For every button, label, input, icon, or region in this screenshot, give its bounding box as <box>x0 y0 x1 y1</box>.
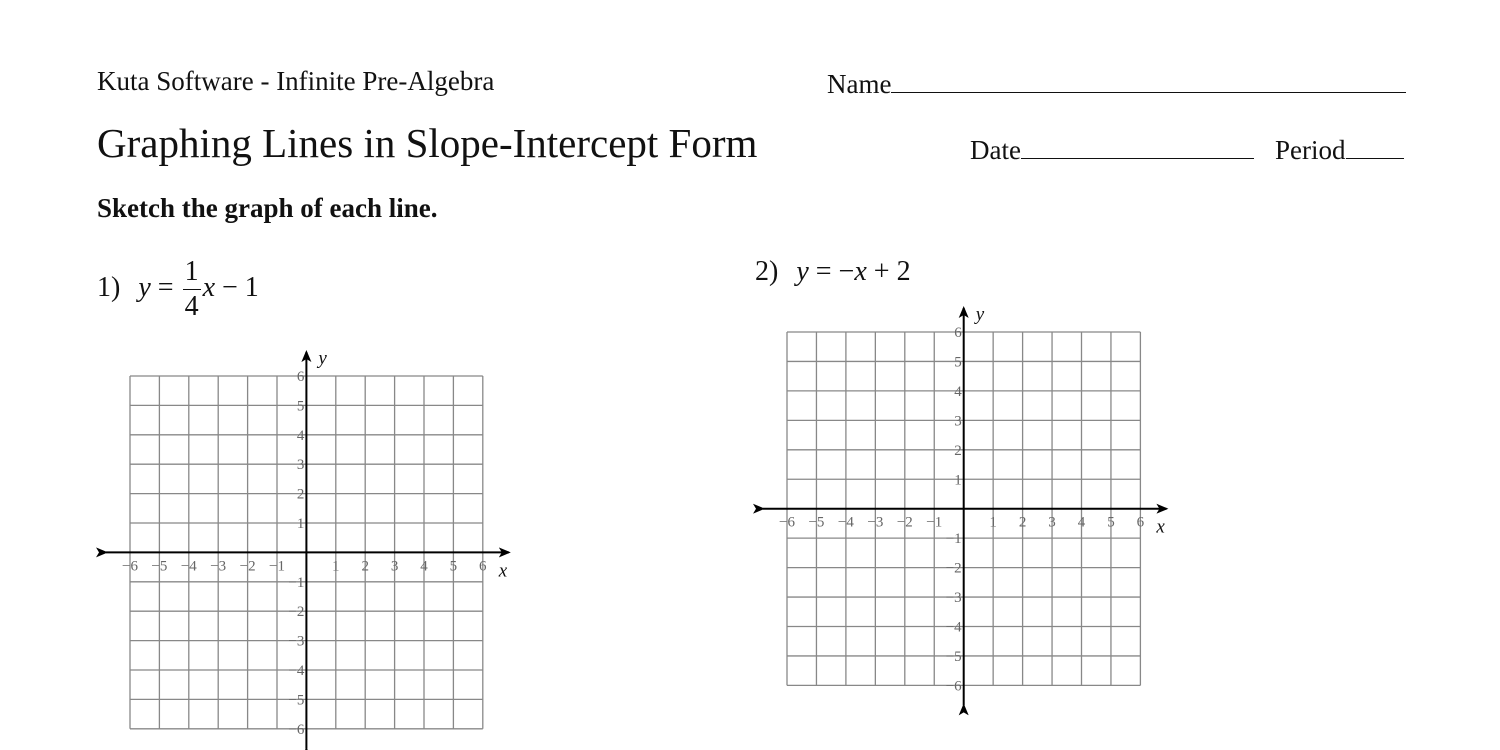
worksheet-title: Graphing Lines in Slope-Intercept Form <box>97 120 758 166</box>
x-tick-label: −1 <box>926 514 943 531</box>
coordinate-grid-2[interactable] <box>763 304 1166 705</box>
date-label: Date <box>970 135 1021 165</box>
y-tick-label: −4 <box>945 619 962 636</box>
x-tick-label: −5 <box>808 514 825 531</box>
fraction-numerator: 1 <box>183 258 201 290</box>
x-tick-label: 4 <box>1077 514 1086 531</box>
y-tick-label: −2 <box>288 604 305 621</box>
y-tick-label: −6 <box>945 678 962 695</box>
x-tick-label: −2 <box>896 514 913 531</box>
y-tick-label: −5 <box>945 648 962 665</box>
equation-lhs: y <box>138 271 151 303</box>
equation-lhs: y <box>796 256 809 287</box>
period-label: Period <box>1275 135 1346 165</box>
equation-equals: = − <box>808 256 855 287</box>
y-tick-label: −4 <box>288 663 305 679</box>
problem-number: 1) <box>97 271 121 303</box>
x-axis-label: x <box>1156 516 1165 538</box>
y-tick-label: −6 <box>288 721 305 738</box>
x-tick-label: 4 <box>420 558 428 575</box>
x-tick-label: 2 <box>361 558 369 575</box>
x-tick-label: 1 <box>332 558 340 575</box>
x-tick-label: −5 <box>151 558 168 575</box>
x-tick-label: 6 <box>1136 514 1145 531</box>
name-label: Name <box>827 69 892 99</box>
y-tick-label: 4 <box>954 383 962 400</box>
y-tick-label: −1 <box>945 531 962 548</box>
x-tick-label: 3 <box>390 558 399 575</box>
x-tick-label: 5 <box>1107 514 1115 531</box>
x-tick-label: −2 <box>239 558 256 575</box>
equation-var: x <box>854 256 867 287</box>
y-tick-label: −3 <box>288 633 305 650</box>
y-tick-label: 5 <box>954 354 962 371</box>
x-tick-label: −4 <box>837 514 854 531</box>
problem-number: 2) <box>755 256 779 287</box>
equation-equals: = <box>150 271 181 303</box>
y-tick-label: 1 <box>954 472 962 489</box>
equation-rest: + 2 <box>866 256 911 287</box>
y-tick-label: −1 <box>288 574 305 591</box>
x-axis-label: x <box>498 560 508 582</box>
instructions: Sketch the graph of each line. <box>97 193 438 223</box>
publisher-header: Kuta Software - Infinite Pre-Algebra <box>97 66 495 96</box>
x-tick-label: −3 <box>210 558 227 575</box>
coordinate-grid-1[interactable] <box>106 348 509 749</box>
y-tick-label: 2 <box>954 442 962 459</box>
fraction-denominator: 4 <box>184 291 199 322</box>
x-tick-label: 3 <box>1048 514 1056 531</box>
x-tick-label: 1 <box>989 514 997 531</box>
y-tick-label: 4 <box>296 427 305 444</box>
y-tick-label: 6 <box>296 369 305 385</box>
y-axis-label: y <box>318 348 327 369</box>
x-tick-label: −6 <box>122 558 138 575</box>
equation-var: x <box>202 271 215 303</box>
y-axis-label: y <box>975 304 985 325</box>
y-tick-label: −5 <box>288 692 305 709</box>
x-tick-label: −3 <box>867 514 884 531</box>
x-tick-label: −1 <box>269 558 285 575</box>
y-tick-label: −2 <box>945 560 962 577</box>
y-tick-label: 5 <box>296 398 305 415</box>
y-tick-label: 3 <box>296 457 305 474</box>
y-tick-label: 2 <box>296 486 305 503</box>
y-tick-label: 6 <box>954 325 962 341</box>
x-tick-label: −6 <box>779 514 795 531</box>
x-tick-label: 2 <box>1018 514 1027 531</box>
y-tick-label: 3 <box>954 413 962 430</box>
x-tick-label: 6 <box>479 558 487 575</box>
y-tick-label: 1 <box>296 516 305 532</box>
equation-rest: − 1 <box>215 271 259 303</box>
x-tick-label: 5 <box>449 558 458 575</box>
y-tick-label: −3 <box>945 590 962 607</box>
x-tick-label: −4 <box>180 558 197 575</box>
